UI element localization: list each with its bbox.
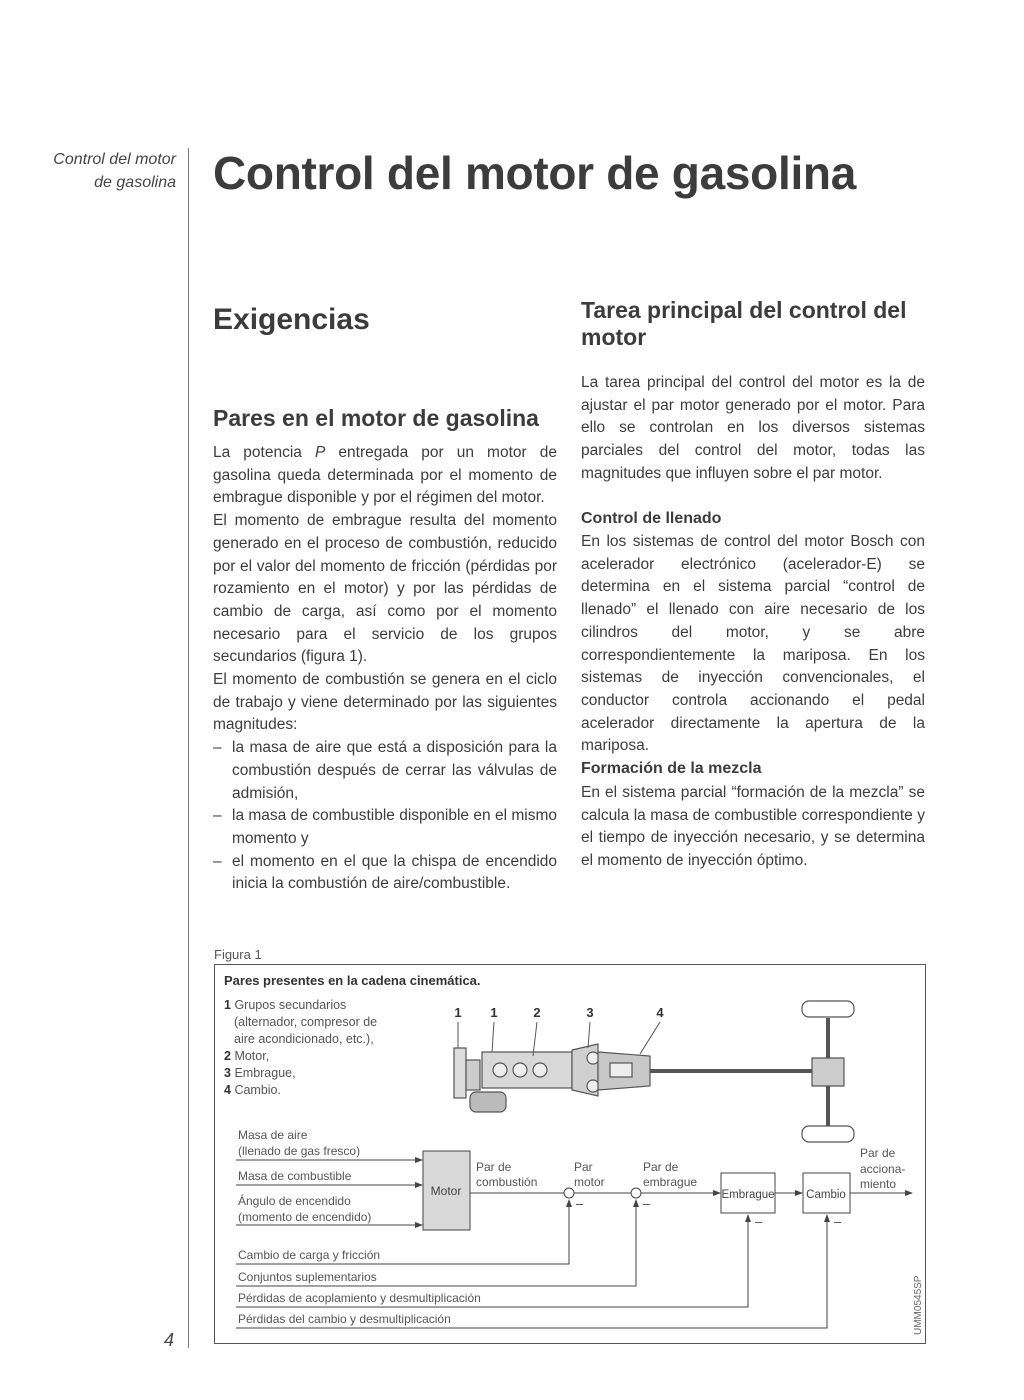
legend-number: 3: [224, 1066, 231, 1080]
list-item: – la masa de aire que está a disposición para la combustión después de cerrar las válvulas de admisión,: [213, 737, 557, 805]
input-label: Masa de aire: [238, 1128, 308, 1142]
callout-number: 1: [490, 1005, 498, 1020]
page-number: 4: [164, 1330, 175, 1350]
input-label: Masa de combustible: [238, 1169, 352, 1183]
minus-sign: –: [643, 1196, 651, 1211]
gearbox-gears: [610, 1063, 632, 1077]
callout-numbers: [454, 1005, 664, 1020]
paragraph-text: entregada por un motor de gasolina queda determinada por el momento de embrague disponible y por el régimen del motor.: [213, 444, 557, 507]
paragraph-embrague: El momento de embrague resulta del momento generado en el proceso de combustión, reducido por el valor del momento de fricción (pérdidas por rozamiento en el motor) y por las pérdidas de cambio de carga, así como por el momento necesario para el servicio de los grupos secundarios (figura 1).: [213, 512, 557, 666]
minus-sign: –: [755, 1214, 763, 1229]
minus-sign: –: [576, 1196, 584, 1211]
callout-lines: [458, 1022, 660, 1056]
section-title-tarea: Tarea principal del control del motor: [581, 297, 907, 350]
signal-label: motor: [574, 1175, 605, 1189]
paragraph-text: La potencia: [213, 444, 315, 461]
callout-number: 2: [533, 1005, 541, 1020]
callout-line: [640, 1022, 660, 1054]
cambio-block-label: Cambio: [806, 1189, 846, 1201]
clutch-part: [587, 1080, 599, 1092]
accessory-pulley: [454, 1048, 466, 1098]
figure-title: Pares presentes en la cadena cinemática.: [224, 973, 481, 988]
input-labels: [238, 1128, 371, 1224]
minus-signs: [576, 1196, 842, 1229]
loss-labels: [238, 1248, 481, 1326]
loss-label: Pérdidas de acoplamiento y desmultiplicación: [238, 1291, 481, 1305]
section-title-exigencias: Exigencias: [213, 303, 370, 336]
callout-line: [492, 1022, 494, 1052]
signal-label: Par de: [476, 1160, 512, 1174]
drivetrain-illustration: [454, 1001, 854, 1142]
signal-label: acciona-: [860, 1162, 906, 1176]
motor-block-label: Motor: [430, 1184, 462, 1198]
legend-text: Grupos secundarios: [234, 998, 347, 1012]
legend-text: (alternador, compresor de: [234, 1015, 378, 1029]
differential: [812, 1058, 844, 1086]
paragraph-text: En los sistemas de control del motor Bosch con acelerador electrónico (acelerador-E) se determina en el sistema parcial “control de llenado” el llenado con aire necesario de los cilindros del motor, y se abre correspondientemente la mariposa. En los sistemas de inyección convencionales, el conductor controla accionando el pedal acelerador directamente la apertura de la mariposa.: [581, 533, 925, 755]
loss-label: Conjuntos suplementarios: [238, 1270, 377, 1284]
input-label: (llenado de gas fresco): [238, 1144, 361, 1158]
heading-llenado: Control de llenado: [581, 510, 722, 527]
legend-number: 2: [224, 1049, 231, 1063]
signal-label: miento: [860, 1177, 897, 1191]
embrague-block-label: Embrague: [721, 1189, 775, 1201]
legend-number: 1: [224, 998, 231, 1012]
list-item: – la masa de combustible disponible en el mismo momento y: [213, 805, 557, 850]
clutch-part: [587, 1052, 599, 1064]
legend-text: aire acondicionado, etc.),: [234, 1032, 374, 1046]
callout-line: [588, 1022, 590, 1048]
loss-label: Pérdidas del cambio y desmultiplicación: [238, 1312, 451, 1326]
alternator: [470, 1092, 506, 1112]
signal-label: combustión: [476, 1175, 538, 1189]
paragraph-combustion: El momento de combustión se genera en el ciclo de trabajo y viene determinado por las siguientes magnitudes:: [213, 671, 557, 734]
page-title: Control del motor de gasolina: [213, 147, 857, 199]
legend-text: Cambio.: [234, 1083, 281, 1097]
callout-number: 3: [586, 1005, 594, 1020]
signal-label: Par de: [860, 1146, 896, 1160]
input-label: (momento de encendido): [238, 1210, 372, 1224]
input-label: Ángulo de encendido: [238, 1194, 351, 1208]
callout-line: [533, 1022, 537, 1056]
loss-label: Cambio de carga y fricción: [238, 1248, 381, 1262]
signal-label: embrague: [643, 1175, 698, 1189]
wheel-top: [802, 1001, 854, 1017]
figure-code: UMM0545SP: [913, 1275, 924, 1335]
subsection-title-pares: Pares en el motor de gasolina: [213, 405, 539, 431]
signal-label: Par: [574, 1160, 593, 1174]
figure-label: Figura 1: [214, 947, 262, 962]
signal-label: Par de: [643, 1160, 679, 1174]
paragraph-text: La tarea principal del control del motor es la de ajustar el par motor generado por el motor. Para ello se controlan en los diversos sistemas parciales del control del motor, todas las magnitudes que influyen sobre el par motor.: [581, 374, 925, 482]
wheel-bottom: [802, 1126, 854, 1142]
variable-p: P: [314, 444, 326, 461]
heading-mezcla: Formación de la mezcla: [581, 760, 762, 777]
margin-note: Control del motor de gasolina: [53, 151, 176, 191]
legend-number: 4: [224, 1083, 231, 1097]
summing-junction: [631, 1188, 641, 1198]
summing-junction: [564, 1188, 574, 1198]
minus-sign: –: [834, 1214, 842, 1229]
paragraph-text: En el sistema parcial “formación de la mezcla” se calcula la masa de combustible correspondiente y el tiempo de inyección necesario, y se determina el momento de inyección óptimo.: [581, 784, 925, 870]
callout-number: 4: [656, 1005, 664, 1020]
list-item: – el momento en el que la chispa de encendido inicia la combustión de aire/combustible.: [213, 851, 557, 896]
engine-cylinder: [493, 1063, 507, 1077]
callout-number: 1: [454, 1005, 462, 1020]
accessory-belt: [466, 1060, 480, 1090]
engine-cylinder: [513, 1063, 527, 1077]
legend-text: Motor,: [234, 1049, 270, 1063]
legend-text: Embrague,: [234, 1066, 296, 1080]
engine-cylinder: [533, 1063, 547, 1077]
